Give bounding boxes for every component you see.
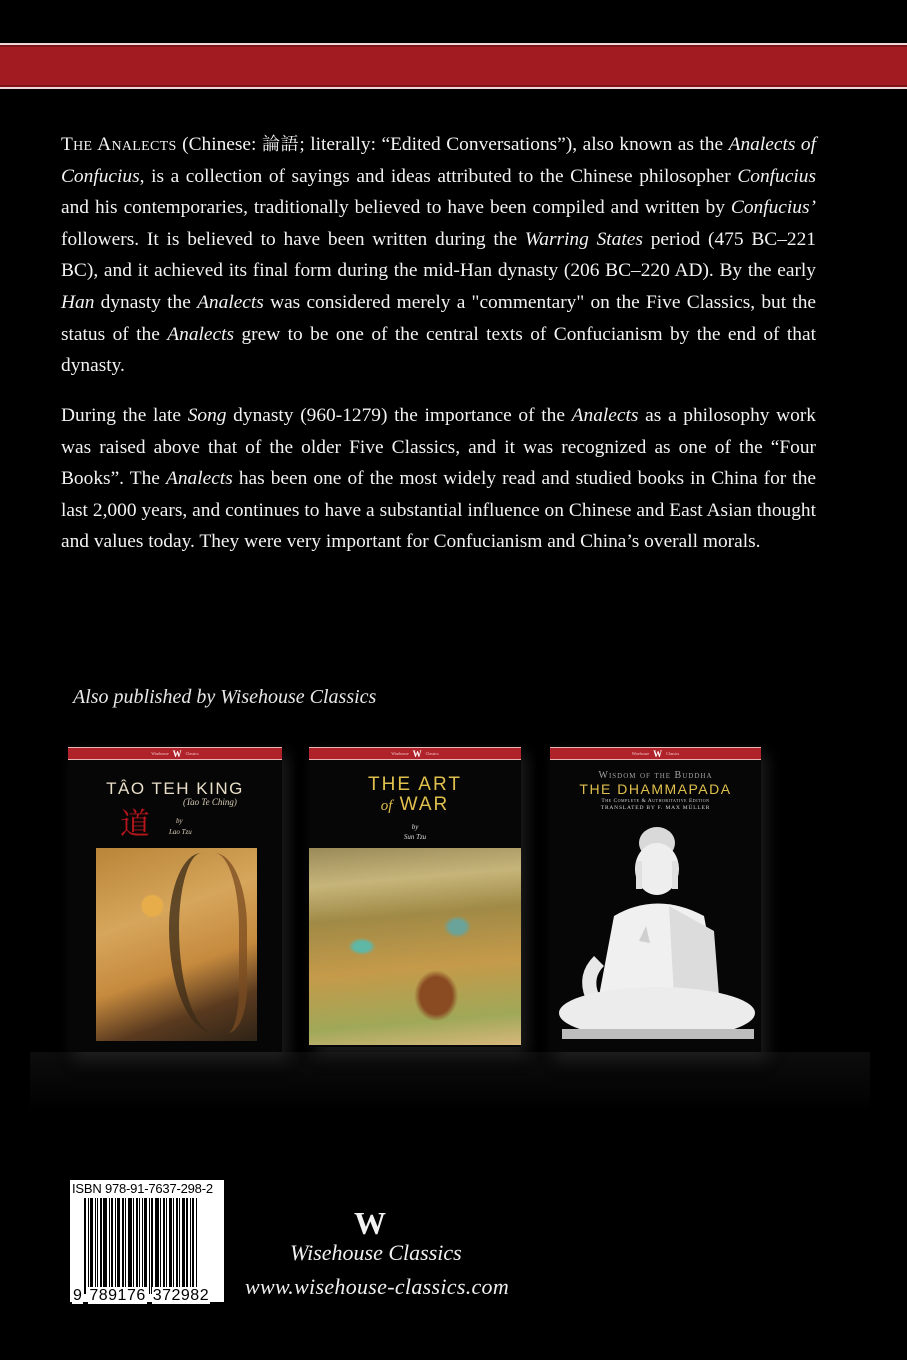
cover-publisher-bar: Wisehouse W Classics: [68, 747, 282, 760]
book-cover-dhammapada[interactable]: [550, 745, 761, 1052]
book-cover-art-of-war[interactable]: [309, 745, 521, 1047]
cover-author: Sun Tzu: [403, 833, 427, 841]
description-paragraph-1: The Analects (Chinese: 論語; literally: “Edited Conversations”), also known as the Analects of Confucius, is a collection of sayings and ideas attributed to the Chinese philosopher Confucius and his contemporaries, traditionally believed to have been compiled and written by Confucius’ followers. It is believed to have been written during the Warring States period (475 BC–221 BC), and it achieved its final form during the mid-Han dynasty (206 BC–220 AD). By the early Han dynasty the Analects was considered merely a "commentary" on the Five Classics, but the status of the Analects grew to be one of the central texts of Confucianism by the end of that dynasty.: [61, 134, 817, 377]
cover-title: TÂO TEH KING: [106, 779, 244, 798]
cover-author: Lao Tzu: [169, 828, 192, 836]
cover-translator-line: TRANSLATED BY F. MAX MÜLLER: [600, 805, 711, 811]
barcode-digits: 9 789176 372982: [73, 1287, 210, 1304]
isbn-label: ISBN 978-91-7637-298-2: [72, 1181, 213, 1196]
description-paragraph-2: During the late Song dynasty (960-1279) the importance of the Analects as a philosophy work was raised above that of the older Five Classics, and it was recognized as one of the “Four Books”. The Analects has been one of the most widely read and studied books in China for the last 2,000 years, and continues to have a substantial influence on Chinese and East Asian thought and values today. They were very important for Confucianism and China’s overall morals.: [61, 405, 817, 553]
cover-subtitle: (Tao Te Ching): [183, 797, 237, 807]
buddha-statue-image: [554, 821, 757, 1047]
chinese-title: 論語: [261, 134, 300, 155]
cover-title: THE DHAMMAPADA: [579, 781, 732, 797]
cover-by: by: [176, 817, 183, 825]
barcode-bars-icon: [84, 1198, 212, 1294]
cover-publisher-bar: Wisehouse W Classics: [550, 747, 761, 760]
covers-shadow-shelf: [30, 1052, 870, 1112]
cover-series-line: Wisdom of the Buddha: [598, 770, 713, 781]
publisher-logo-icon: W: [653, 748, 663, 759]
book-cover-tao-teh-king[interactable]: [68, 745, 282, 1052]
publisher-logo-icon: W: [172, 748, 182, 759]
header-red-band: [0, 43, 907, 89]
cover-painting-image: [96, 848, 257, 1041]
cover-edition-line: The Complete & Authoritative Edition: [601, 798, 710, 804]
cover-publisher-bar: Wisehouse W Classics: [309, 747, 521, 760]
cover-title: THE ART of WAR: [368, 774, 462, 815]
publisher-website-link[interactable]: www.wisehouse-classics.com: [245, 1274, 510, 1299]
publisher-name: Wisehouse Classics: [290, 1240, 462, 1265]
cover-by: by: [411, 823, 419, 831]
dao-glyph-icon: 道: [120, 807, 150, 842]
wisehouse-logo-icon: W: [354, 1205, 386, 1241]
publisher-logo-icon: W: [412, 748, 422, 759]
also-published-heading: Also published by Wisehouse Classics: [73, 686, 377, 708]
book-title-smallcaps: The Analects: [61, 134, 177, 155]
cover-battle-painting-image: [309, 848, 521, 1045]
isbn-barcode: [70, 1180, 224, 1302]
